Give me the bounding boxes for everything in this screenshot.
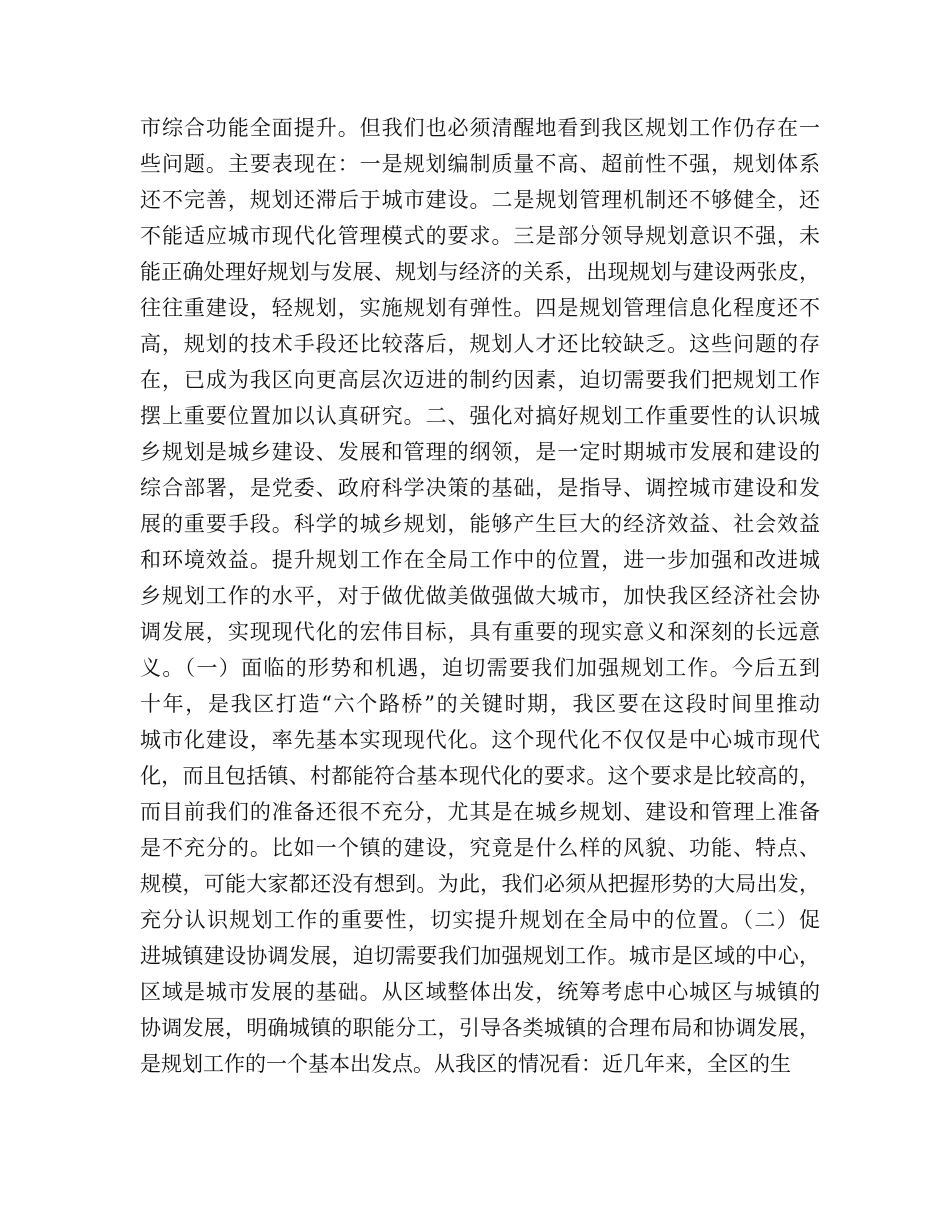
text-line: 乡规划工作的水平，对于做优做美做强做大城市，加快我区经济社会协 <box>140 584 820 608</box>
text-line: 是不充分的。比如一个镇的建设，究竟是什么样的风貌、功能、特点、 <box>140 836 820 860</box>
text-line: 往往重建设，轻规划，实施规划有弹性。四是规划管理信息化程度还不 <box>140 296 820 320</box>
text-line: 还不完善，规划还滞后于城市建设。二是规划管理机制还不够健全，还 <box>140 188 820 212</box>
text-line: 充分认识规划工作的重要性，切实提升规划在全局中的位置。（二）促 <box>140 908 820 932</box>
text-line: 调发展，实现现代化的宏伟目标，具有重要的现实意义和深刻的长远意 <box>140 620 820 644</box>
text-line: 十年，是我区打造“六个路桥”的关键时期，我区要在这段时间里推动 <box>140 692 820 716</box>
text-line: 义。（一）面临的形势和机遇，迫切需要我们加强规划工作。今后五到 <box>140 656 820 680</box>
text-line: 区域是城市发展的基础。从区域整体出发，统筹考虑中心城区与城镇的 <box>140 980 820 1004</box>
text-line: 能正确处理好规划与发展、规划与经济的关系，出现规划与建设两张皮， <box>140 260 820 284</box>
text-line: 在，已成为我区向更高层次迈进的制约因素，迫切需要我们把规划工作 <box>140 368 820 392</box>
text-line: 不能适应城市现代化管理模式的要求。三是部分领导规划意识不强，未 <box>140 224 820 248</box>
text-line: 综合部署，是党委、政府科学决策的基础，是指导、调控城市建设和发 <box>140 476 820 500</box>
text-line: 些问题。主要表现在：一是规划编制质量不高、超前性不强，规划体系 <box>140 152 820 176</box>
text-line: 摆上重要位置加以认真研究。二、强化对搞好规划工作重要性的认识城 <box>140 404 820 428</box>
body-text <box>140 110 820 1082</box>
text-line: 进城镇建设协调发展，迫切需要我们加强规划工作。城市是区域的中心， <box>140 944 820 968</box>
text-line: 市综合功能全面提升。但我们也必须清醒地看到我区规划工作仍存在一 <box>140 116 820 140</box>
text-line: 城市化建设，率先基本实现现代化。这个现代化不仅仅是中心城市现代 <box>140 728 820 752</box>
text-line: 协调发展，明确城镇的职能分工，引导各类城镇的合理布局和协调发展， <box>140 1016 820 1040</box>
text-line: 化，而且包括镇、村都能符合基本现代化的要求。这个要求是比较高的， <box>140 764 820 788</box>
text-line: 而目前我们的准备还很不充分，尤其是在城乡规划、建设和管理上准备 <box>140 800 820 824</box>
text-line: 乡规划是城乡建设、发展和管理的纲领，是一定时期城市发展和建设的 <box>140 440 820 464</box>
text-line: 展的重要手段。科学的城乡规划，能够产生巨大的经济效益、社会效益 <box>140 512 820 536</box>
text-line: 是规划工作的一个基本出发点。从我区的情况看：近几年来，全区的生 <box>140 1052 791 1076</box>
text-line: 规模，可能大家都还没有想到。为此，我们必须从把握形势的大局出发， <box>140 872 820 896</box>
text-line: 高，规划的技术手段还比较落后，规划人才还比较缺乏。这些问题的存 <box>140 332 820 356</box>
text-line: 和环境效益。提升规划工作在全局工作中的位置，进一步加强和改进城 <box>140 548 820 572</box>
